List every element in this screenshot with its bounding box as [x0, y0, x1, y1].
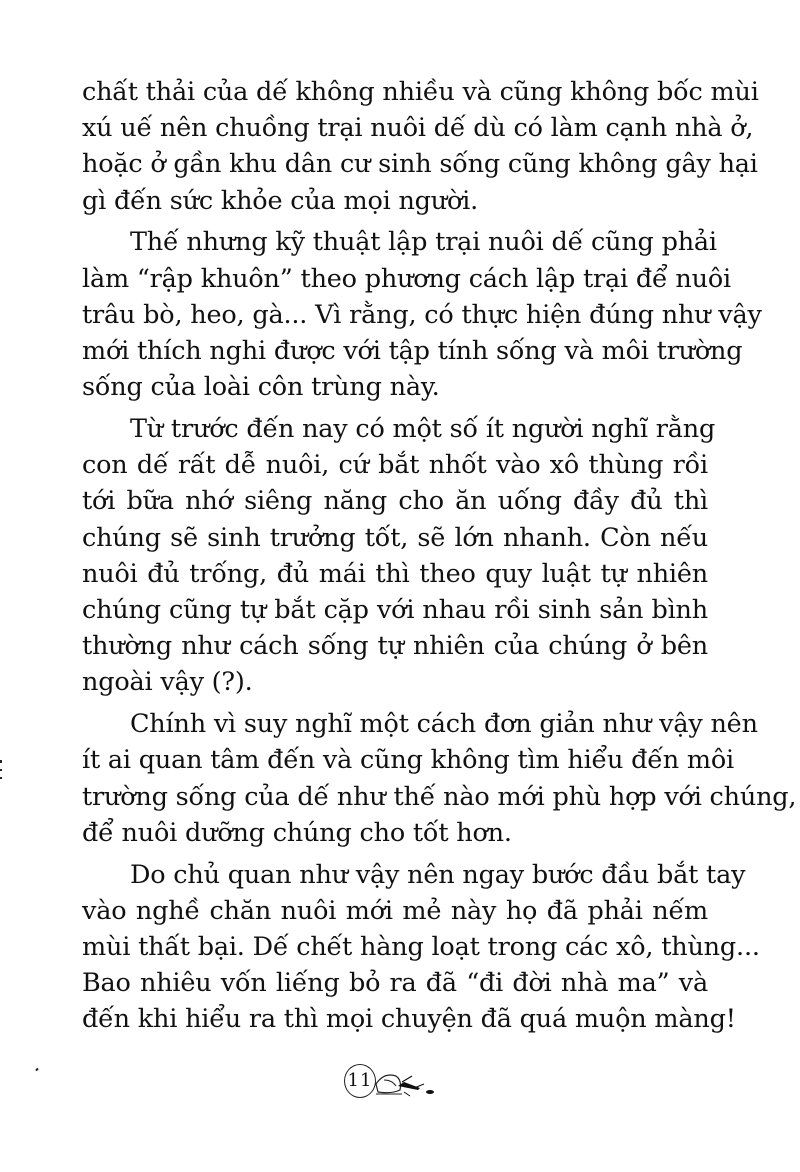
cricket-icon	[374, 1068, 444, 1098]
scan-speck	[0, 769, 2, 771]
text-line: chất thải của dế không nhiều và cũng không bốc mùi	[82, 77, 759, 107]
scan-speck	[0, 760, 2, 763]
paragraph-5	[82, 857, 760, 1038]
text-line: chúng cũng tự bắt cặp với nhau rồi sinh sản bình	[82, 595, 708, 626]
page-number: 11	[344, 1064, 376, 1098]
text-line: tới bữa nhớ siêng năng cho ăn uống đầy đủ thì	[82, 486, 708, 517]
text-line: trường sống của dế như thế nào mới phù hợp với chúng,	[82, 781, 797, 812]
text-line: trâu bò, heo, gà... Vì rằng, có thực hiện đúng như vậy	[82, 299, 762, 330]
paragraph-1	[82, 74, 759, 219]
text-line: xú uế nên chuồng trại nuôi dế dù có làm cạnh nhà ở,	[82, 113, 754, 144]
text-line: sống của loài côn trùng này.	[82, 372, 440, 403]
text-line: mùi thất bại. Dế chết hàng loạt trong các xô, thùng...	[82, 932, 760, 963]
paragraph-2	[82, 224, 762, 405]
text-line: hoặc ở gần khu dân cư sinh sống cũng không gây hại	[82, 149, 758, 180]
text-line: Bao nhiêu vốn liếng bỏ ra đã “đi đời nhà ma” và	[82, 968, 708, 999]
body-text	[82, 74, 797, 1043]
text-line: vào nghề chăn nuôi mới mẻ này họ đã phải nếm	[82, 895, 708, 926]
text-line: mới thích nghi được với tập tính sống và môi trường	[82, 336, 743, 367]
text-line: con dế rất dễ nuôi, cứ bắt nhốt vào xô thùng rồi	[82, 450, 708, 481]
text-line: Chính vì suy nghĩ một cách đơn giản như vậy nên	[130, 709, 758, 740]
paragraph-3	[82, 411, 716, 701]
text-line: Do chủ quan như vậy nên ngay bước đầu bắt tay	[130, 859, 746, 890]
text-line: ngoài vậy (?).	[82, 667, 253, 698]
text-line: để nuôi dưỡng chúng cho tốt hơn.	[82, 817, 512, 848]
text-line: làm “rập khuôn” theo phương cách lập trại để nuôi	[82, 263, 731, 294]
text-line: đến khi hiểu ra thì mọi chuyện đã quá muộn màng!	[82, 1004, 736, 1035]
text-line: nuôi đủ trống, đủ mái thì theo quy luật tự nhiên	[82, 558, 708, 589]
text-line: Thế nhưng kỹ thuật lập trại nuôi dế cũng phải	[130, 227, 717, 258]
scan-speck	[35, 1068, 38, 1072]
text-line: gì đến sức khỏe của mọi người.	[82, 185, 479, 216]
text-line: thường như cách sống tự nhiên của chúng ở bên	[82, 631, 708, 662]
paragraph-4	[82, 706, 797, 851]
text-line: ít ai quan tâm đến và cũng không tìm hiểu đến môi	[82, 745, 734, 776]
scan-speck	[0, 777, 2, 779]
page-footer	[344, 1062, 454, 1102]
text-line: chúng sẽ sinh trưởng tốt, sẽ lớn nhanh. Còn nếu	[82, 522, 708, 553]
text-line: Từ trước đến nay có một số ít người nghĩ rằng	[130, 414, 716, 445]
